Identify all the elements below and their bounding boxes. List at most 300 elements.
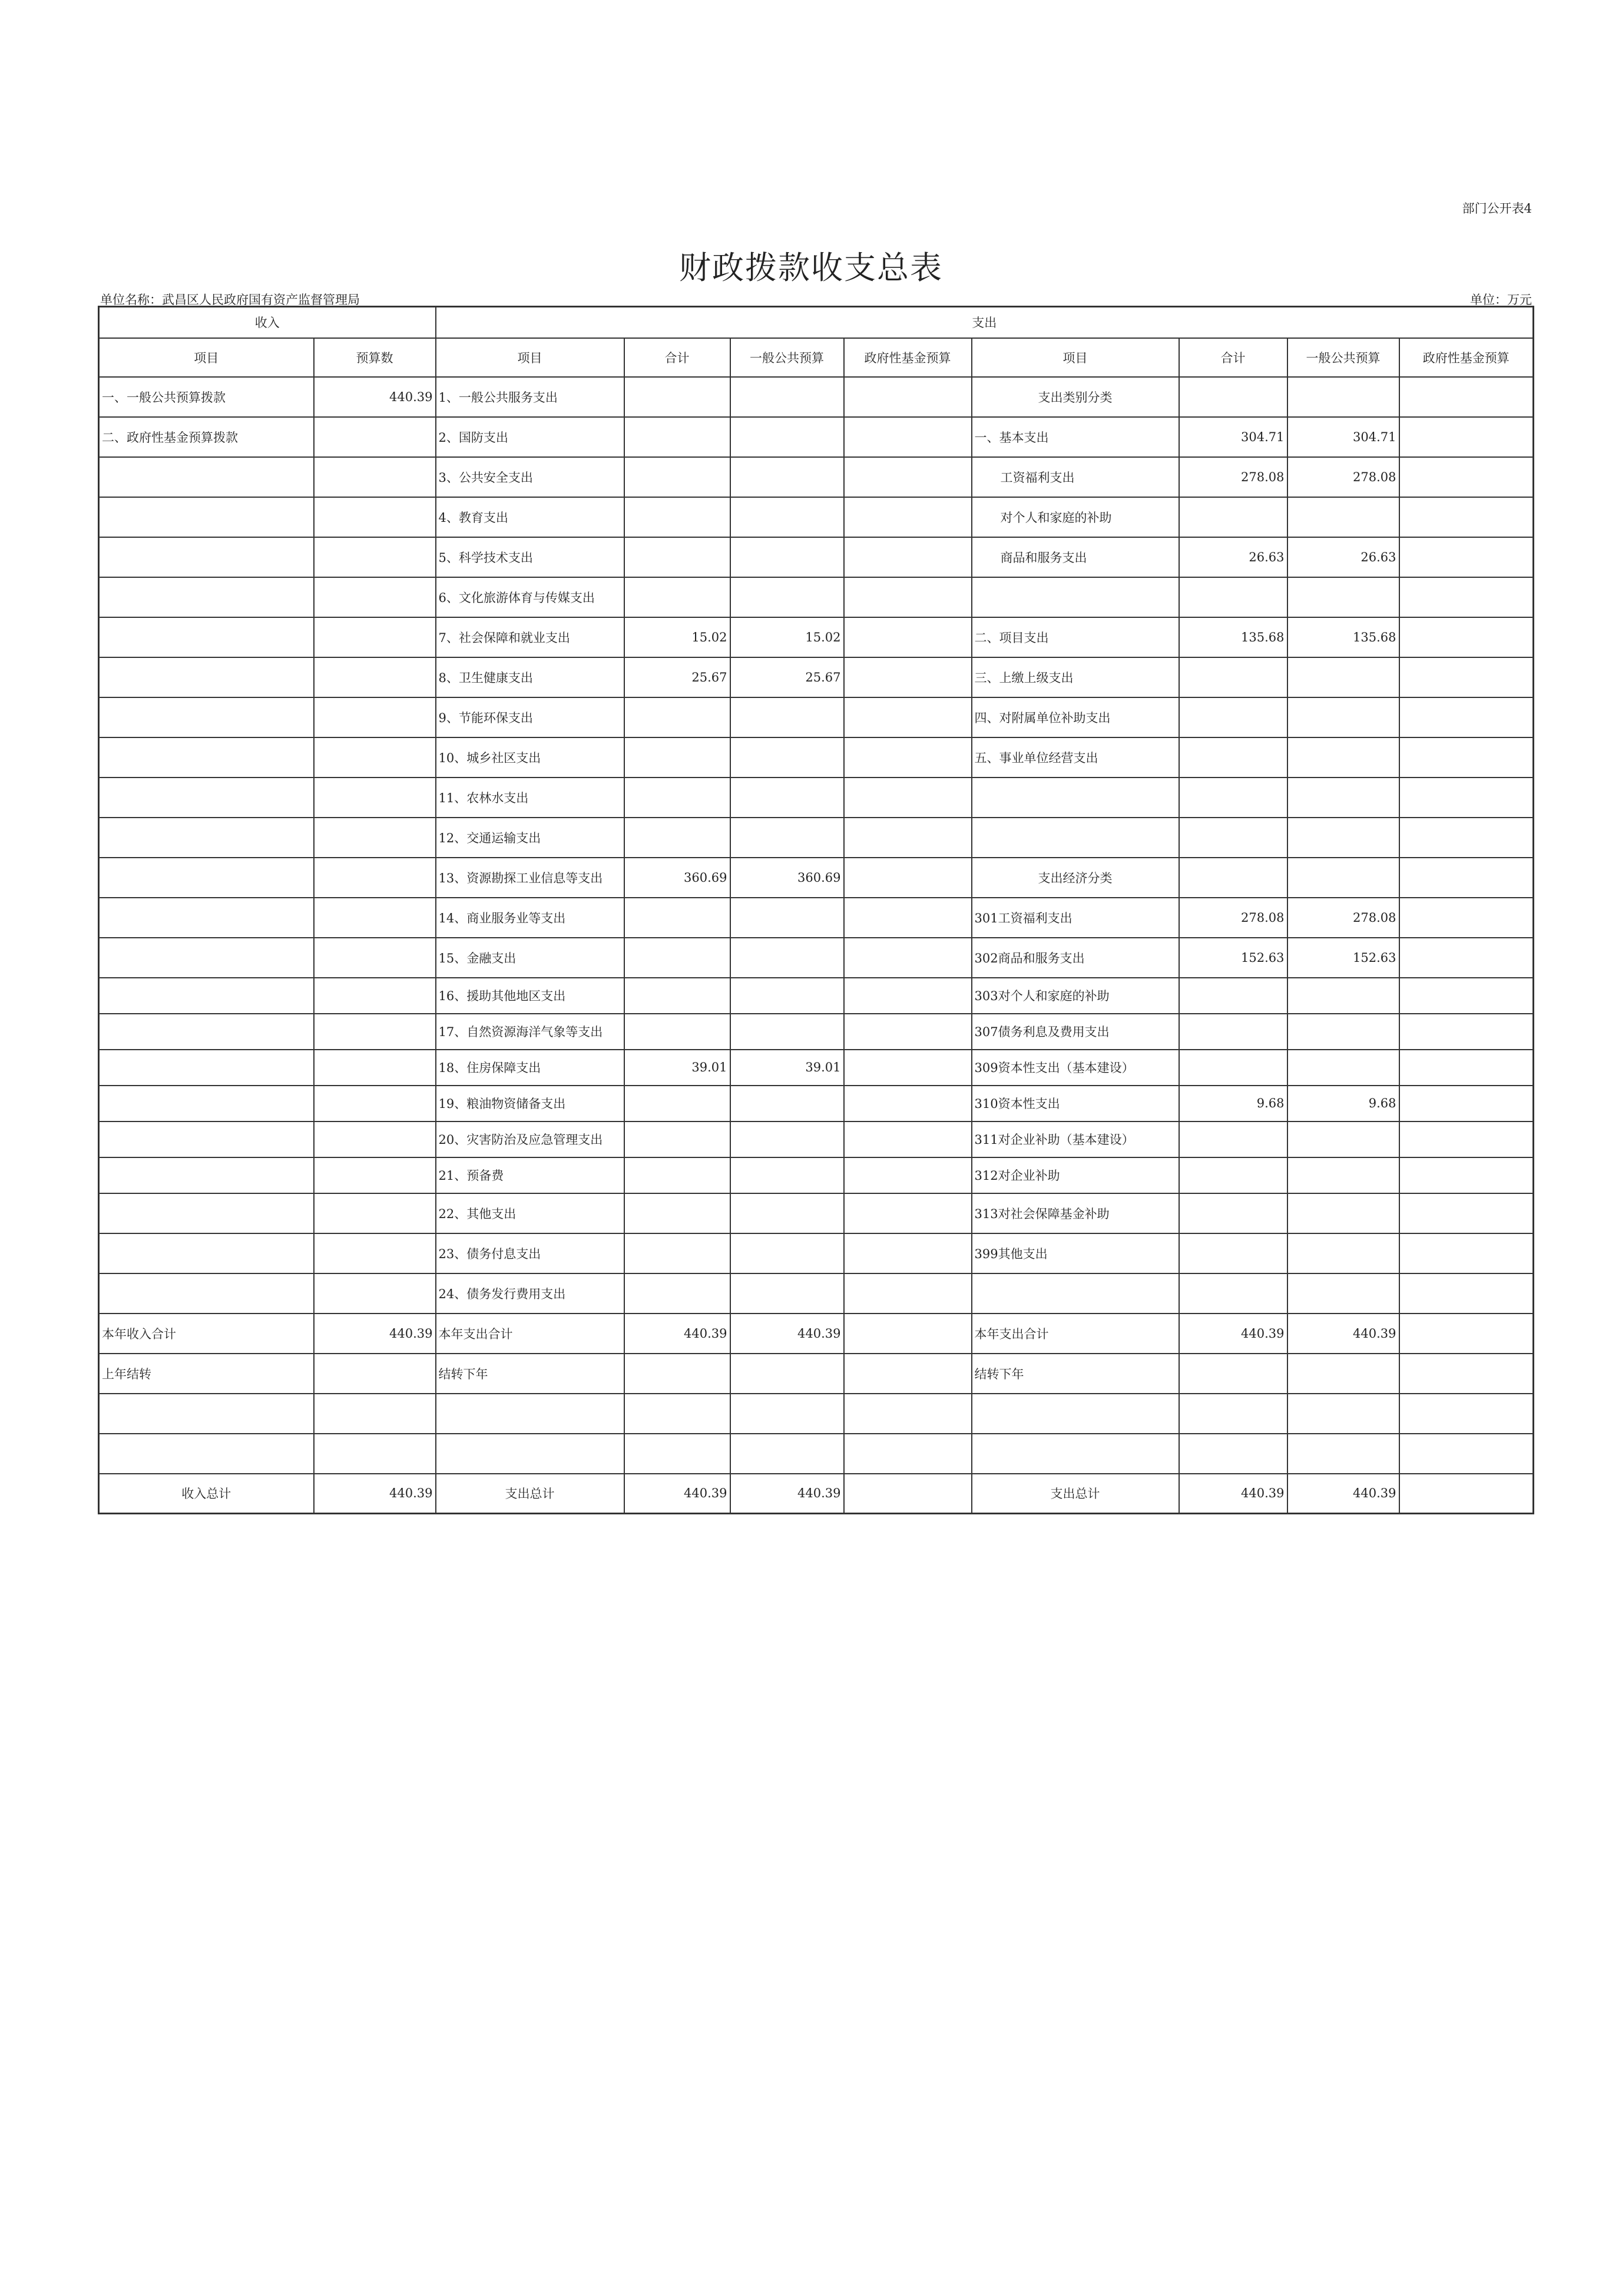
- income-item-cell: [99, 737, 314, 778]
- income-budget-cell: [314, 617, 436, 657]
- class-total-cell: [1179, 697, 1287, 737]
- class-fund-cell: [1399, 1273, 1534, 1314]
- expense-fund-cell: [844, 778, 972, 818]
- class-general-cell: 135.68: [1287, 617, 1399, 657]
- expense-item-cell: 3、公共安全支出: [436, 457, 624, 497]
- class-item-cell: 支出经济分类: [972, 858, 1179, 898]
- class-item-cell: 二、项目支出: [972, 617, 1179, 657]
- income-budget-cell: [314, 497, 436, 537]
- class-general-cell: [1287, 1050, 1399, 1086]
- income-item-cell: 一、一般公共预算拨款: [99, 377, 314, 417]
- expense-general-cell: [730, 1014, 844, 1050]
- income-item-cell: 本年收入合计: [99, 1314, 314, 1354]
- expense-total-cell: 440.39: [624, 1314, 730, 1354]
- col-total: 合计: [624, 338, 730, 377]
- class-general-cell: [1287, 858, 1399, 898]
- class-general-cell: 9.68: [1287, 1086, 1399, 1121]
- income-item-cell: [99, 1193, 314, 1233]
- expense-total-cell: [624, 818, 730, 858]
- class-fund-cell: [1399, 1193, 1534, 1233]
- expense-total-cell: 360.69: [624, 858, 730, 898]
- class-item-cell: 五、事业单位经营支出: [972, 737, 1179, 778]
- class-fund-cell: [1399, 1233, 1534, 1273]
- expense-general-cell: [730, 377, 844, 417]
- expense-general-cell: [730, 1233, 844, 1273]
- expense-fund-cell: [844, 818, 972, 858]
- expense-total-cell: [624, 898, 730, 938]
- table-row: [99, 617, 1534, 657]
- class-item-cell: [972, 818, 1179, 858]
- class-item-cell: 支出类别分类: [972, 377, 1179, 417]
- expense-general-cell: [730, 737, 844, 778]
- col-fund: 政府性基金预算: [1399, 338, 1534, 377]
- expense-item-cell: 18、住房保障支出: [436, 1050, 624, 1086]
- class-fund-cell: [1399, 657, 1534, 697]
- class-fund-cell: [1399, 1434, 1534, 1474]
- class-fund-cell: [1399, 1314, 1534, 1354]
- class-item-cell: 一、基本支出: [972, 417, 1179, 457]
- income-item-cell: [99, 617, 314, 657]
- expense-fund-cell: [844, 1434, 972, 1474]
- expense-item-cell: 本年支出合计: [436, 1314, 624, 1354]
- class-item-cell: [972, 1273, 1179, 1314]
- expense-item-cell: 11、农林水支出: [436, 778, 624, 818]
- expense-item-cell: 12、交通运输支出: [436, 818, 624, 858]
- income-budget-cell: [314, 1354, 436, 1394]
- class-total-cell: [1179, 778, 1287, 818]
- expense-item-cell: 15、金融支出: [436, 938, 624, 978]
- class-general-cell: 152.63: [1287, 938, 1399, 978]
- table-row: [99, 1050, 1534, 1086]
- class-total-cell: [1179, 657, 1287, 697]
- expense-general-cell: [730, 1086, 844, 1121]
- expense-fund-cell: [844, 537, 972, 577]
- expense-item-cell: 1、一般公共服务支出: [436, 377, 624, 417]
- income-budget-cell: [314, 858, 436, 898]
- class-item-cell: 309资本性支出（基本建设）: [972, 1050, 1179, 1086]
- class-total-cell: [1179, 1193, 1287, 1233]
- class-fund-cell: [1399, 1474, 1534, 1514]
- income-budget-cell: 440.39: [314, 377, 436, 417]
- income-item-cell: [99, 1086, 314, 1121]
- table-row: [99, 1233, 1534, 1273]
- income-budget-cell: [314, 1014, 436, 1050]
- table-row: [99, 778, 1534, 818]
- class-general-cell: [1287, 778, 1399, 818]
- expense-fund-cell: [844, 1050, 972, 1086]
- income-item-cell: [99, 497, 314, 537]
- income-item-cell: [99, 1434, 314, 1474]
- expense-total-cell: [624, 1434, 730, 1474]
- class-total-cell: 9.68: [1179, 1086, 1287, 1121]
- class-total-cell: [1179, 1233, 1287, 1273]
- expense-item-cell: 23、债务付息支出: [436, 1233, 624, 1273]
- expense-fund-cell: [844, 737, 972, 778]
- class-item-cell: 本年支出合计: [972, 1314, 1179, 1354]
- class-total-cell: 135.68: [1179, 617, 1287, 657]
- expense-item-cell: 7、社会保障和就业支出: [436, 617, 624, 657]
- income-budget-cell: 440.39: [314, 1314, 436, 1354]
- class-item-cell: 三、上缴上级支出: [972, 657, 1179, 697]
- table-row: [99, 1014, 1534, 1050]
- expense-total-cell: [624, 1157, 730, 1193]
- class-general-cell: [1287, 1014, 1399, 1050]
- table-row: [99, 1157, 1534, 1193]
- expense-header: 支出: [436, 307, 1534, 338]
- expense-total-cell: [624, 537, 730, 577]
- class-general-cell: [1287, 1193, 1399, 1233]
- income-item-cell: 收入总计: [99, 1474, 314, 1514]
- income-item-cell: [99, 537, 314, 577]
- class-fund-cell: [1399, 697, 1534, 737]
- col-budget: 预算数: [314, 338, 436, 377]
- expense-general-cell: [730, 1193, 844, 1233]
- expense-general-cell: [730, 1157, 844, 1193]
- class-general-cell: [1287, 1233, 1399, 1273]
- class-general-cell: [1287, 1157, 1399, 1193]
- expense-item-cell: 24、债务发行费用支出: [436, 1273, 624, 1314]
- income-item-cell: [99, 778, 314, 818]
- income-budget-cell: 440.39: [314, 1474, 436, 1514]
- expense-general-cell: [730, 978, 844, 1014]
- income-item-cell: [99, 697, 314, 737]
- table-row: [99, 1314, 1534, 1354]
- class-general-cell: [1287, 978, 1399, 1014]
- class-fund-cell: [1399, 417, 1534, 457]
- income-budget-cell: [314, 938, 436, 978]
- income-budget-cell: [314, 818, 436, 858]
- class-total-cell: 152.63: [1179, 938, 1287, 978]
- expense-general-cell: [730, 1394, 844, 1434]
- class-total-cell: [1179, 1354, 1287, 1394]
- expense-general-cell: 440.39: [730, 1314, 844, 1354]
- class-item-cell: 支出总计: [972, 1474, 1179, 1514]
- class-item-cell: 310资本性支出: [972, 1086, 1179, 1121]
- income-budget-cell: [314, 417, 436, 457]
- expense-item-cell: 21、预备费: [436, 1157, 624, 1193]
- expense-total-cell: [624, 978, 730, 1014]
- income-item-cell: [99, 1273, 314, 1314]
- expense-fund-cell: [844, 657, 972, 697]
- income-budget-cell: [314, 1050, 436, 1086]
- expense-item-cell: 22、其他支出: [436, 1193, 624, 1233]
- table-row: [99, 1273, 1534, 1314]
- expense-fund-cell: [844, 697, 972, 737]
- expense-general-cell: [730, 537, 844, 577]
- class-total-cell: [1179, 818, 1287, 858]
- expense-item-cell: 2、国防支出: [436, 417, 624, 457]
- expense-fund-cell: [844, 978, 972, 1014]
- expense-fund-cell: [844, 617, 972, 657]
- income-item-cell: [99, 657, 314, 697]
- expense-general-cell: [730, 898, 844, 938]
- table-row: [99, 377, 1534, 417]
- income-header: 收入: [99, 307, 436, 338]
- unit-label: 单位：万元: [1470, 293, 1532, 307]
- expense-item-cell: 4、教育支出: [436, 497, 624, 537]
- expense-item-cell: 结转下年: [436, 1354, 624, 1394]
- class-total-cell: [1179, 978, 1287, 1014]
- expense-item-cell: 14、商业服务业等支出: [436, 898, 624, 938]
- expense-fund-cell: [844, 457, 972, 497]
- class-general-cell: 440.39: [1287, 1314, 1399, 1354]
- expense-total-cell: [624, 1233, 730, 1273]
- class-total-cell: [1179, 1273, 1287, 1314]
- class-total-cell: 440.39: [1179, 1474, 1287, 1514]
- expense-general-cell: [730, 697, 844, 737]
- class-fund-cell: [1399, 617, 1534, 657]
- expense-item-cell: 17、自然资源海洋气象等支出: [436, 1014, 624, 1050]
- expense-fund-cell: [844, 1354, 972, 1394]
- class-item-cell: 399其他支出: [972, 1233, 1179, 1273]
- class-fund-cell: [1399, 898, 1534, 938]
- table-row: [99, 697, 1534, 737]
- expense-total-cell: [624, 1354, 730, 1394]
- expense-total-cell: 15.02: [624, 617, 730, 657]
- class-item-cell: 302商品和服务支出: [972, 938, 1179, 978]
- expense-general-cell: 440.39: [730, 1474, 844, 1514]
- income-item-cell: [99, 1394, 314, 1434]
- class-general-cell: [1287, 377, 1399, 417]
- class-general-cell: [1287, 1394, 1399, 1434]
- class-fund-cell: [1399, 778, 1534, 818]
- col-general: 一般公共预算: [730, 338, 844, 377]
- class-general-cell: [1287, 1434, 1399, 1474]
- expense-fund-cell: [844, 858, 972, 898]
- table-row: [99, 457, 1534, 497]
- expense-general-cell: [730, 1121, 844, 1157]
- income-item-cell: [99, 1157, 314, 1193]
- class-fund-cell: [1399, 457, 1534, 497]
- class-fund-cell: [1399, 377, 1534, 417]
- expense-item-cell: 10、城乡社区支出: [436, 737, 624, 778]
- class-general-cell: 440.39: [1287, 1474, 1399, 1514]
- expense-item-cell: 5、科学技术支出: [436, 537, 624, 577]
- income-budget-cell: [314, 1434, 436, 1474]
- expense-fund-cell: [844, 1193, 972, 1233]
- class-total-cell: [1179, 1157, 1287, 1193]
- col-item: 项目: [99, 338, 314, 377]
- expense-item-cell: 6、文化旅游体育与传媒支出: [436, 577, 624, 617]
- col-item: 项目: [436, 338, 624, 377]
- income-item-cell: [99, 818, 314, 858]
- expense-total-cell: [624, 577, 730, 617]
- expense-total-cell: [624, 377, 730, 417]
- expense-total-cell: [624, 1394, 730, 1434]
- expense-total-cell: 39.01: [624, 1050, 730, 1086]
- class-general-cell: [1287, 818, 1399, 858]
- expense-general-cell: [730, 778, 844, 818]
- class-item-cell: [972, 1394, 1179, 1434]
- class-general-cell: [1287, 497, 1399, 537]
- class-item-cell: [972, 778, 1179, 818]
- table-row: [99, 1193, 1534, 1233]
- col-item: 项目: [972, 338, 1179, 377]
- expense-item-cell: 支出总计: [436, 1474, 624, 1514]
- class-total-cell: [1179, 497, 1287, 537]
- class-item-cell: [972, 1434, 1179, 1474]
- table-row: [99, 1474, 1534, 1514]
- class-item-cell: 307债务利息及费用支出: [972, 1014, 1179, 1050]
- income-budget-cell: [314, 778, 436, 818]
- expense-item-cell: [436, 1434, 624, 1474]
- table-row: [99, 1086, 1534, 1121]
- expense-total-cell: [624, 1193, 730, 1233]
- class-general-cell: 304.71: [1287, 417, 1399, 457]
- class-general-cell: [1287, 1121, 1399, 1157]
- expense-total-cell: [624, 1273, 730, 1314]
- income-item-cell: [99, 1014, 314, 1050]
- income-budget-cell: [314, 978, 436, 1014]
- class-fund-cell: [1399, 1050, 1534, 1086]
- income-budget-cell: [314, 1394, 436, 1434]
- expense-total-cell: [624, 938, 730, 978]
- table-row: [99, 577, 1534, 617]
- income-item-cell: [99, 978, 314, 1014]
- class-fund-cell: [1399, 818, 1534, 858]
- class-general-cell: [1287, 697, 1399, 737]
- form-code: 部门公开表4: [1462, 201, 1532, 216]
- expense-fund-cell: [844, 1394, 972, 1434]
- class-fund-cell: [1399, 1121, 1534, 1157]
- expense-fund-cell: [844, 377, 972, 417]
- page-title: 财政拨款收支总表: [679, 249, 943, 286]
- table-row: [99, 1434, 1534, 1474]
- expense-total-cell: [624, 417, 730, 457]
- expense-item-cell: 9、节能环保支出: [436, 697, 624, 737]
- income-item-cell: [99, 1050, 314, 1086]
- table-row: [99, 1354, 1534, 1394]
- class-item-cell: 303对个人和家庭的补助: [972, 978, 1179, 1014]
- class-total-cell: [1179, 577, 1287, 617]
- class-total-cell: 440.39: [1179, 1314, 1287, 1354]
- income-budget-cell: [314, 1273, 436, 1314]
- class-item-cell: 对个人和家庭的补助: [972, 497, 1179, 537]
- expense-fund-cell: [844, 1474, 972, 1514]
- class-general-cell: 26.63: [1287, 537, 1399, 577]
- class-item-cell: 商品和服务支出: [972, 537, 1179, 577]
- expense-total-cell: 440.39: [624, 1474, 730, 1514]
- class-general-cell: 278.08: [1287, 898, 1399, 938]
- expense-general-cell: [730, 457, 844, 497]
- table-row: [99, 938, 1534, 978]
- table-row: [99, 818, 1534, 858]
- income-budget-cell: [314, 1233, 436, 1273]
- income-budget-cell: [314, 737, 436, 778]
- class-general-cell: [1287, 737, 1399, 778]
- expense-general-cell: [730, 938, 844, 978]
- table-row: [99, 1121, 1534, 1157]
- expense-fund-cell: [844, 1314, 972, 1354]
- expense-general-cell: [730, 1354, 844, 1394]
- class-fund-cell: [1399, 497, 1534, 537]
- table-row: [99, 737, 1534, 778]
- class-item-cell: 工资福利支出: [972, 457, 1179, 497]
- class-general-cell: 278.08: [1287, 457, 1399, 497]
- col-fund: 政府性基金预算: [844, 338, 972, 377]
- expense-item-cell: 20、灾害防治及应急管理支出: [436, 1121, 624, 1157]
- expense-fund-cell: [844, 417, 972, 457]
- expense-fund-cell: [844, 938, 972, 978]
- table-row: [99, 898, 1534, 938]
- class-item-cell: 结转下年: [972, 1354, 1179, 1394]
- income-budget-cell: [314, 1193, 436, 1233]
- class-total-cell: [1179, 1394, 1287, 1434]
- class-fund-cell: [1399, 537, 1534, 577]
- expense-general-cell: [730, 1434, 844, 1474]
- expense-item-cell: 13、资源勘探工业信息等支出: [436, 858, 624, 898]
- expense-fund-cell: [844, 1121, 972, 1157]
- class-fund-cell: [1399, 1394, 1534, 1434]
- income-budget-cell: [314, 657, 436, 697]
- expense-general-cell: 360.69: [730, 858, 844, 898]
- class-item-cell: 312对企业补助: [972, 1157, 1179, 1193]
- class-item-cell: 313对社会保障基金补助: [972, 1193, 1179, 1233]
- expense-item-cell: [436, 1394, 624, 1434]
- expense-general-cell: [730, 1273, 844, 1314]
- table-row: [99, 1394, 1534, 1434]
- expense-fund-cell: [844, 1273, 972, 1314]
- class-fund-cell: [1399, 1354, 1534, 1394]
- class-general-cell: [1287, 657, 1399, 697]
- income-budget-cell: [314, 577, 436, 617]
- class-fund-cell: [1399, 577, 1534, 617]
- expense-total-cell: 25.67: [624, 657, 730, 697]
- table-row: [99, 417, 1534, 457]
- income-budget-cell: [314, 898, 436, 938]
- class-total-cell: [1179, 1014, 1287, 1050]
- class-general-cell: [1287, 577, 1399, 617]
- expense-total-cell: [624, 497, 730, 537]
- expense-item-cell: 16、援助其他地区支出: [436, 978, 624, 1014]
- income-item-cell: [99, 858, 314, 898]
- income-item-cell: [99, 938, 314, 978]
- expense-general-cell: [730, 577, 844, 617]
- class-total-cell: [1179, 377, 1287, 417]
- expense-item-cell: 19、粮油物资储备支出: [436, 1086, 624, 1121]
- class-item-cell: 301工资福利支出: [972, 898, 1179, 938]
- col-total: 合计: [1179, 338, 1287, 377]
- expense-fund-cell: [844, 1233, 972, 1273]
- class-total-cell: 304.71: [1179, 417, 1287, 457]
- expense-total-cell: [624, 778, 730, 818]
- income-budget-cell: [314, 537, 436, 577]
- class-total-cell: [1179, 858, 1287, 898]
- table-row: [99, 497, 1534, 537]
- class-total-cell: [1179, 1121, 1287, 1157]
- table-row: [99, 858, 1534, 898]
- expense-total-cell: [624, 1121, 730, 1157]
- unit-name: 单位名称：武昌区人民政府国有资产监督管理局: [100, 293, 360, 307]
- class-total-cell: [1179, 1434, 1287, 1474]
- expense-total-cell: [624, 457, 730, 497]
- expense-fund-cell: [844, 1157, 972, 1193]
- income-budget-cell: [314, 1086, 436, 1121]
- class-fund-cell: [1399, 858, 1534, 898]
- expense-general-cell: 25.67: [730, 657, 844, 697]
- expense-general-cell: [730, 497, 844, 537]
- expense-general-cell: 39.01: [730, 1050, 844, 1086]
- expense-fund-cell: [844, 497, 972, 537]
- col-general: 一般公共预算: [1287, 338, 1399, 377]
- class-total-cell: [1179, 1050, 1287, 1086]
- expense-fund-cell: [844, 898, 972, 938]
- class-fund-cell: [1399, 1086, 1534, 1121]
- expense-total-cell: [624, 1086, 730, 1121]
- income-budget-cell: [314, 1157, 436, 1193]
- expense-fund-cell: [844, 577, 972, 617]
- table-row: [99, 978, 1534, 1014]
